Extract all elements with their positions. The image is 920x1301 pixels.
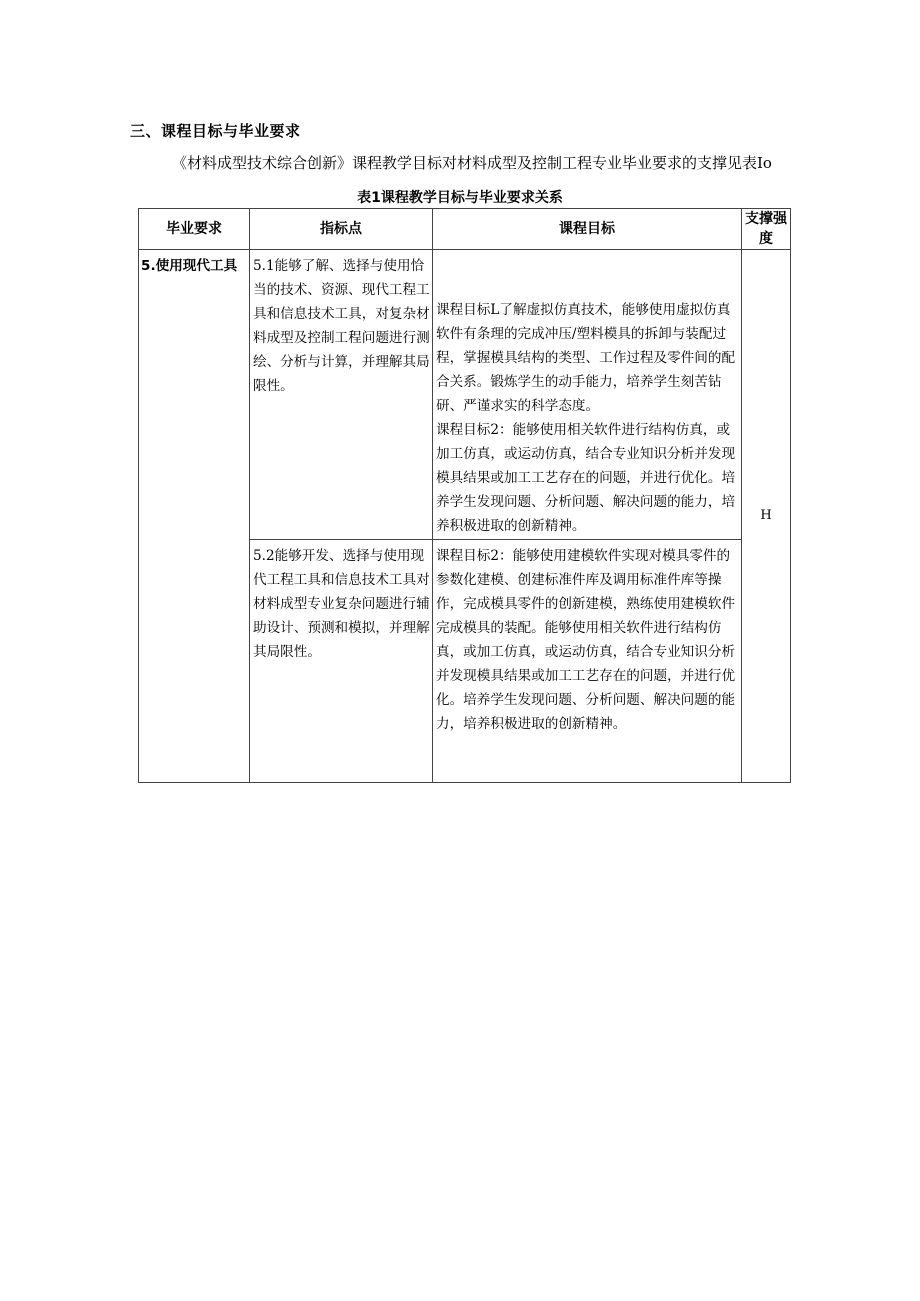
strength-cell: H	[742, 250, 791, 783]
intro-paragraph: 《材料成型技术综合创新》课程教学目标对材料成型及控制工程专业毕业要求的支撑见表Io	[172, 154, 772, 172]
header-goal: 课程目标	[433, 209, 742, 250]
goal-cell	[433, 250, 742, 540]
section-heading: 三、课程目标与毕业要求	[130, 122, 301, 140]
goal-cell: 课程目标2：能够使用建模软件实现对模具零件的参数化建模、创建标准件库及调用标准件库等操作，完成模具零件的创新建模，熟练使用建模软件完成模具的装配。能够使用相关软件进行结构仿真，或加工仿真，或运动仿真，结合专业知识分析并发现模具结果或加工工艺存在的问题，并进行优化。培养学生发现问题、分析问题、解决问题的能力，培养积极进取的创新精神。	[433, 540, 742, 783]
requirements-table	[138, 208, 791, 783]
goal-text: 课程目标L了解虚拟仿真技术，能够使用虚拟仿真软件有条理的完成冲压/塑料模具的拆卸与装配过程，掌握模具结构的类型、工作过程及零件间的配合关系。锻炼学生的动手能力，培养学生刻苦钻研、严谨求实的科学态度。	[436, 302, 736, 414]
indicator-cell: 5.1能够了解、选择与使用恰当的技术、资源、现代工程工具和信息技术工具，对复杂材料成型及控制工程问题进行测绘、分析与计算，并理解其局限性。	[250, 250, 433, 540]
header-requirement: 毕业要求	[139, 209, 250, 250]
header-indicator: 指标点	[250, 209, 433, 250]
table-caption: 表1课程教学目标与毕业要求关系	[357, 190, 563, 206]
indicator-cell: 5.2能够开发、选择与使用现代工程工具和信息技术工具对材料成型专业复杂问题进行辅助设计、预测和模拟，并理解其局限性。	[250, 540, 433, 783]
header-strength: 支撑强度	[742, 209, 791, 250]
requirement-cell: 5.使用现代工具	[139, 250, 250, 783]
goal-text: 课程目标2：能够使用相关软件进行结构仿真，或加工仿真，或运动仿真，结合专业知识分析并发现模具结果或加工工艺存在的问题，并进行优化。培养学生发现问题、分析问题、解决问题的能力，培养积极进取的创新精神。	[436, 422, 736, 534]
table-header-row	[139, 209, 791, 250]
table-row	[139, 250, 791, 540]
